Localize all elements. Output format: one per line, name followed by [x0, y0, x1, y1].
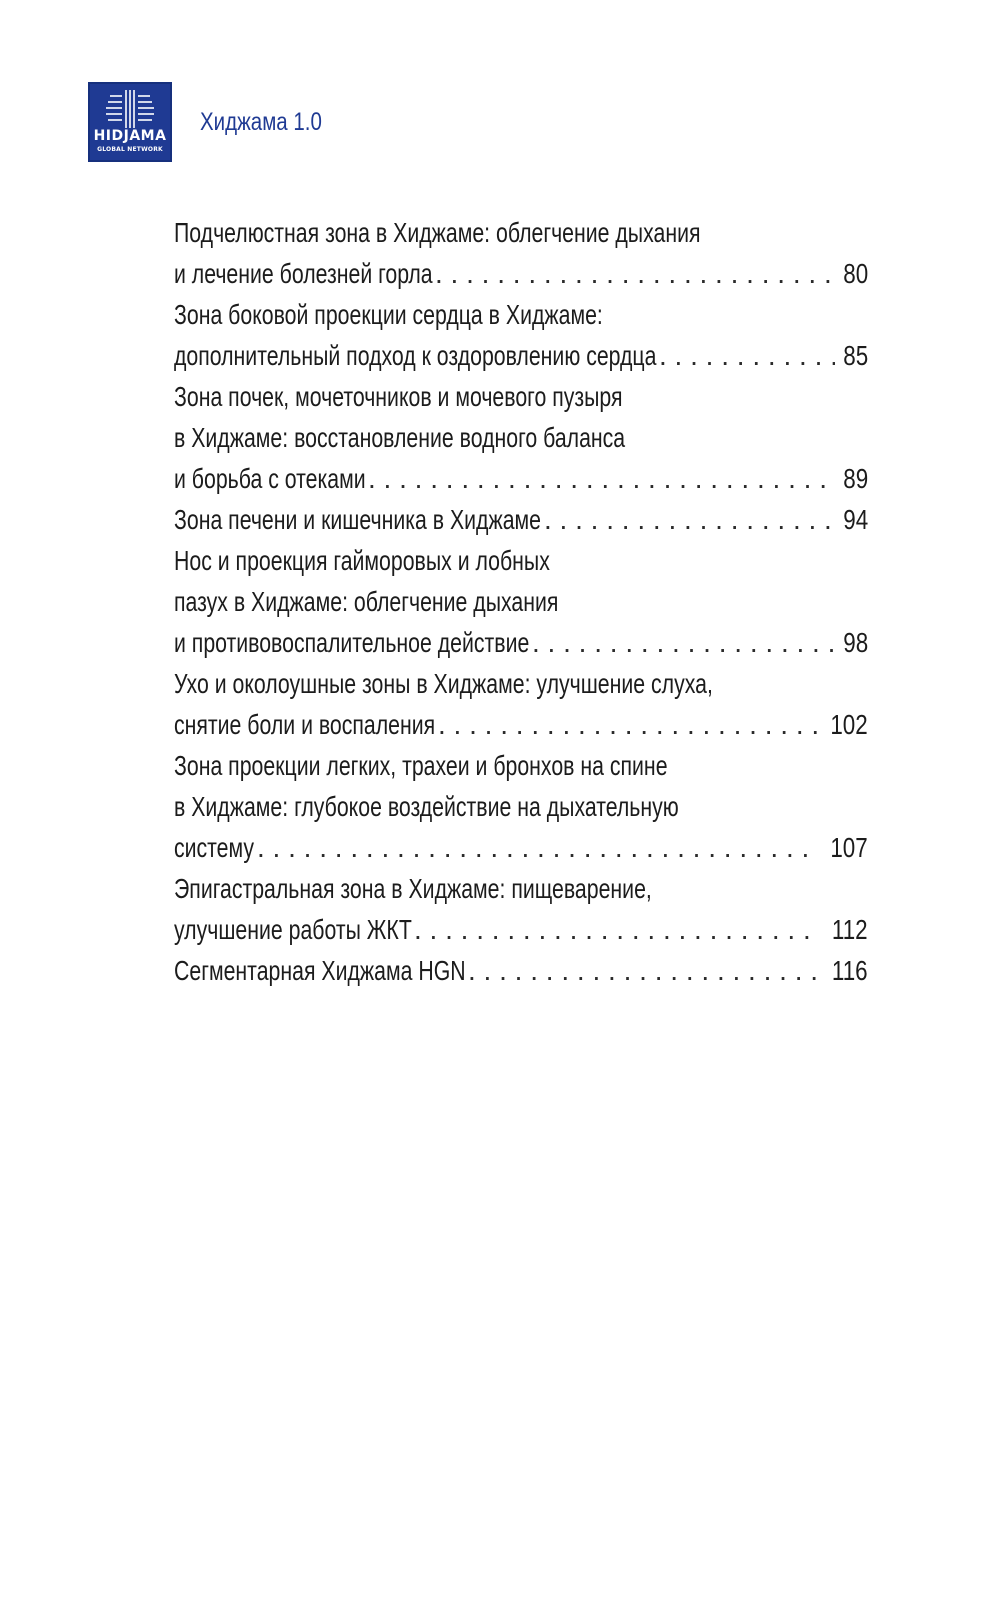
table-of-contents [174, 212, 868, 991]
toc-page-number: 107 [830, 832, 868, 863]
dot-leader [257, 827, 819, 868]
toc-entry-last-line [174, 704, 868, 745]
toc-entry[interactable] [174, 499, 868, 540]
toc-entry-last-line [174, 827, 868, 868]
toc-page-number: 98 [843, 627, 868, 658]
dot-leader [468, 950, 821, 991]
toc-entry-last-line [174, 499, 868, 540]
toc-entry[interactable] [174, 212, 868, 294]
dot-leader [438, 704, 819, 745]
toc-entry-title: дополнительный подход к оздоровлению сердца [174, 340, 657, 371]
toc-entry-text [174, 622, 530, 663]
toc-entry-last-line [174, 335, 868, 376]
toc-entry-line [174, 294, 868, 335]
toc-entry-line [174, 745, 868, 786]
toc-page-number: 94 [843, 504, 868, 535]
toc-entry-line [174, 786, 868, 827]
toc-entry-text: Зона проекции легких, трахеи и бронхов на спине [174, 750, 668, 781]
toc-entry-title: снятие боли и воспаления [174, 709, 436, 740]
toc-page-number: 112 [832, 914, 868, 945]
toc-entry-text [174, 950, 466, 991]
toc-entry-text [174, 253, 433, 294]
toc-entry[interactable] [174, 294, 868, 376]
toc-entry-title: Зона печени и кишечника в Хиджаме [174, 504, 542, 535]
toc-entry-title: систему [174, 832, 255, 863]
toc-entry-line [174, 581, 868, 622]
book-title: Хиджама 1.0 [200, 107, 322, 136]
toc-entry-last-line [174, 253, 868, 294]
toc-entry-text: Нос и проекция гайморовых и лобных [174, 545, 550, 576]
toc-entry-last-line [174, 458, 868, 499]
toc-entry[interactable] [174, 745, 868, 868]
toc-entry[interactable] [174, 868, 868, 950]
toc-entry-last-line [174, 950, 868, 991]
toc-entry-text [174, 499, 542, 540]
toc-entry-text [174, 458, 366, 499]
toc-entry-title: и противовоспалительное действие [174, 627, 530, 658]
toc-entry[interactable] [174, 663, 868, 745]
toc-entry-last-line [174, 622, 868, 663]
toc-entry-text [174, 909, 412, 950]
toc-entry-text: пазух в Хиджаме: облегчение дыхания [174, 586, 559, 617]
toc-entry-line [174, 868, 868, 909]
toc-entry-text: Зона почек, мочеточников и мочевого пузыря [174, 381, 623, 412]
toc-entry-line [174, 417, 868, 458]
toc-entry-text [174, 704, 436, 745]
toc-entry-line [174, 376, 868, 417]
toc-entry-text: Подчелюстная зона в Хиджаме: облегчение дыхания [174, 217, 701, 248]
toc-entry-line [174, 540, 868, 581]
logo-sub-text: GLOBAL NETWORK [97, 146, 163, 153]
dot-leader [532, 622, 835, 663]
toc-entry-text: Зона боковой проекции сердца в Хиджаме: [174, 299, 603, 330]
toc-entry-text: Эпигастральная зона в Хиджаме: пищеварение, [174, 873, 652, 904]
toc-entry-last-line [174, 909, 868, 950]
toc-page-number: 80 [843, 258, 868, 289]
toc-entry-line [174, 663, 868, 704]
toc-entry-title: Сегментарная Хиджама HGN [174, 955, 466, 986]
toc-entry[interactable] [174, 376, 868, 499]
dot-leader [659, 335, 835, 376]
toc-entry-text: в Хиджаме: восстановление водного баланса [174, 422, 626, 453]
toc-page-number: 102 [830, 709, 868, 740]
dot-leader [368, 458, 835, 499]
hidjama-logo [88, 82, 172, 162]
page-header [88, 82, 349, 162]
toc-page-number: 116 [832, 955, 868, 986]
toc-entry-text [174, 827, 255, 868]
toc-entry-line [174, 212, 868, 253]
toc-entry-title: и лечение болезней горла [174, 258, 433, 289]
toc-page-number: 85 [843, 340, 868, 371]
toc-entry-text: Ухо и околоушные зоны в Хиджаме: улучшение слуха, [174, 668, 713, 699]
dot-leader [435, 253, 835, 294]
dot-leader [414, 909, 821, 950]
dot-leader [544, 499, 835, 540]
toc-entry-title: и борьба с отеками [174, 463, 366, 494]
toc-entry[interactable] [174, 950, 868, 991]
toc-entry[interactable] [174, 540, 868, 663]
toc-entry-text [174, 335, 657, 376]
toc-entry-title: улучшение работы ЖКТ [174, 914, 412, 945]
logo-main-text: HIDJAMA [93, 128, 167, 144]
toc-page-number: 89 [843, 463, 868, 494]
toc-entry-text: в Хиджаме: глубокое воздействие на дыхательную [174, 791, 679, 822]
